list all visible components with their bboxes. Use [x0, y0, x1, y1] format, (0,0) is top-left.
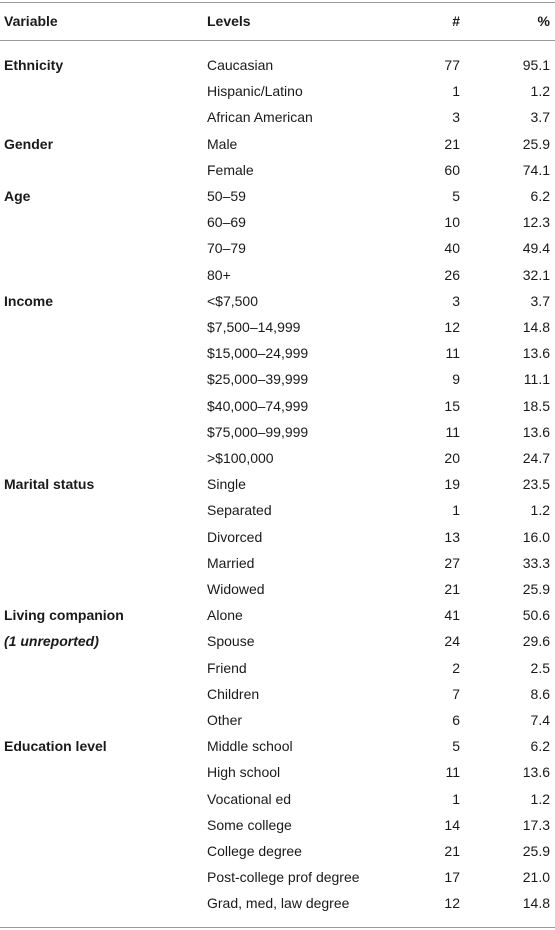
- percent-cell: 3.7: [530, 292, 550, 309]
- table-row: [0, 52, 555, 78]
- variable-cell: Gender: [4, 135, 54, 152]
- table-row: [0, 655, 555, 681]
- percent-cell: 95.1: [522, 57, 550, 73]
- level-cell: $25,000–39,999: [207, 371, 309, 388]
- percent-cell: 32.1: [522, 266, 550, 283]
- table-row: [0, 445, 555, 471]
- header-levels: Levels: [207, 13, 251, 29]
- level-cell: Widowed: [207, 581, 265, 597]
- table-row: [0, 314, 555, 340]
- count-cell: 13: [444, 528, 460, 545]
- table-row: [0, 733, 555, 759]
- count-cell: 2: [452, 659, 460, 676]
- level-cell: Alone: [207, 607, 243, 624]
- table-row: [0, 366, 555, 392]
- table-row: [0, 707, 555, 733]
- top-rule: [0, 2, 555, 3]
- percent-cell: 50.6: [522, 607, 550, 624]
- count-cell: 26: [444, 266, 460, 283]
- count-cell: 14: [444, 816, 460, 833]
- header-count: #: [452, 13, 460, 29]
- count-cell: 6: [452, 712, 460, 728]
- count-cell: 3: [452, 292, 460, 309]
- table-row: [0, 262, 555, 288]
- level-cell: $40,000–74,999: [207, 397, 309, 414]
- variable-cell: Education level: [4, 738, 107, 755]
- level-cell: High school: [207, 764, 281, 781]
- variable-cell: Ethnicity: [4, 57, 64, 73]
- table-row: [0, 524, 555, 550]
- table-row: [0, 235, 555, 261]
- level-cell: Female: [207, 161, 254, 178]
- count-cell: 17: [444, 869, 460, 886]
- percent-cell: 14.8: [522, 319, 550, 335]
- count-cell: 1: [452, 83, 460, 100]
- level-cell: Grad, med, law degree: [207, 895, 350, 912]
- table-row: [0, 759, 555, 785]
- percent-cell: 21.0: [522, 869, 550, 886]
- count-cell: 5: [452, 188, 460, 204]
- percent-cell: 13.6: [522, 423, 550, 440]
- level-cell: Friend: [207, 659, 247, 676]
- bottom-rule: [0, 927, 555, 928]
- count-cell: 40: [444, 240, 460, 257]
- header-percent: %: [537, 13, 550, 29]
- percent-cell: 1.2: [530, 790, 550, 807]
- level-cell: Children: [207, 685, 260, 702]
- percent-cell: 13.6: [522, 764, 550, 781]
- table-row: [0, 157, 555, 183]
- variable-cell: Living companion: [4, 607, 124, 624]
- table-row: [0, 104, 555, 130]
- level-cell: Hispanic/Latino: [207, 83, 303, 100]
- table-row: [0, 340, 555, 366]
- count-cell: 1: [452, 790, 460, 807]
- level-cell: Divorced: [207, 528, 263, 545]
- table-row: [0, 628, 555, 654]
- level-cell: Single: [207, 476, 246, 493]
- table-row: [0, 393, 555, 419]
- level-cell: Male: [207, 135, 238, 152]
- percent-cell: 2.5: [530, 659, 550, 676]
- variable-cell: Age: [4, 188, 31, 204]
- variable-cell: Marital status: [4, 476, 95, 493]
- percent-cell: 25.9: [522, 843, 550, 859]
- count-cell: 21: [444, 581, 460, 597]
- count-cell: 11: [445, 423, 460, 440]
- level-cell: 80+: [207, 266, 231, 283]
- table-row: [0, 576, 555, 602]
- level-cell: >$100,000: [207, 450, 274, 466]
- level-cell: Caucasian: [207, 57, 274, 73]
- level-cell: $7,500–14,999: [207, 319, 301, 335]
- table-row: [0, 471, 555, 497]
- level-cell: 50–59: [207, 188, 246, 204]
- percent-cell: 74.1: [522, 161, 550, 178]
- header-variable: Variable: [4, 13, 58, 29]
- count-cell: 24: [444, 633, 460, 650]
- percent-cell: 17.3: [522, 816, 550, 833]
- variable-cell: (1 unreported): [4, 633, 99, 650]
- level-cell: College degree: [207, 843, 302, 859]
- count-cell: 15: [444, 397, 460, 414]
- level-cell: Middle school: [207, 738, 293, 755]
- table-row: [0, 497, 555, 523]
- percent-cell: 25.9: [522, 581, 550, 597]
- table-row: [0, 602, 555, 628]
- variable-cell: Income: [4, 292, 54, 309]
- percent-cell: 6.2: [530, 188, 550, 204]
- level-cell: Separated: [207, 502, 272, 519]
- level-cell: 60–69: [207, 214, 246, 231]
- count-cell: 19: [444, 476, 460, 493]
- count-cell: 11: [445, 345, 460, 362]
- table-row: [0, 681, 555, 707]
- percent-cell: 13.6: [522, 345, 550, 362]
- percent-cell: 14.8: [522, 895, 550, 912]
- table-row: [0, 890, 555, 916]
- table-row: [0, 812, 555, 838]
- percent-cell: 6.2: [530, 738, 550, 755]
- level-cell: Vocational ed: [207, 790, 292, 807]
- count-cell: 77: [444, 57, 460, 73]
- table-row: [0, 183, 555, 209]
- percent-cell: 11.1: [523, 371, 550, 388]
- table-row: [0, 419, 555, 445]
- percent-cell: 3.7: [530, 109, 550, 126]
- table-row: [0, 209, 555, 235]
- table-row: [0, 838, 555, 864]
- count-cell: 41: [444, 607, 460, 624]
- count-cell: 7: [452, 685, 460, 702]
- table-row: [0, 78, 555, 104]
- level-cell: Some college: [207, 816, 292, 833]
- count-cell: 21: [444, 843, 460, 859]
- percent-cell: 24.7: [522, 450, 550, 466]
- level-cell: Married: [207, 554, 255, 571]
- count-cell: 21: [444, 135, 460, 152]
- percent-cell: 18.5: [522, 397, 550, 414]
- table-row: [0, 786, 555, 812]
- percent-cell: 49.4: [522, 240, 550, 257]
- count-cell: 3: [452, 109, 460, 126]
- level-cell: <$7,500: [207, 292, 258, 309]
- count-cell: 27: [444, 554, 460, 571]
- count-cell: 20: [444, 450, 460, 466]
- level-cell: Post-college prof degree: [207, 869, 360, 886]
- count-cell: 1: [452, 502, 460, 519]
- percent-cell: 33.3: [522, 554, 550, 571]
- percent-cell: 1.2: [530, 83, 550, 100]
- level-cell: African American: [207, 109, 313, 126]
- count-cell: 12: [444, 319, 460, 335]
- percent-cell: 25.9: [522, 135, 550, 152]
- level-cell: Spouse: [207, 633, 255, 650]
- count-cell: 12: [444, 895, 460, 912]
- header-row: [0, 8, 555, 34]
- header-rule: [0, 40, 555, 41]
- level-cell: Other: [207, 712, 243, 728]
- count-cell: 9: [452, 371, 460, 388]
- count-cell: 10: [444, 214, 460, 231]
- level-cell: $15,000–24,999: [207, 345, 309, 362]
- level-cell: $75,000–99,999: [207, 423, 309, 440]
- percent-cell: 8.6: [530, 685, 550, 702]
- percent-cell: 29.6: [522, 633, 550, 650]
- count-cell: 11: [445, 764, 460, 781]
- percent-cell: 16.0: [522, 528, 550, 545]
- percent-cell: 1.2: [530, 502, 550, 519]
- percent-cell: 7.4: [530, 712, 550, 728]
- percent-cell: 23.5: [522, 476, 550, 493]
- table-row: [0, 550, 555, 576]
- level-cell: 70–79: [207, 240, 246, 257]
- table-row: [0, 288, 555, 314]
- table-row: [0, 131, 555, 157]
- count-cell: 5: [452, 738, 460, 755]
- percent-cell: 12.3: [522, 214, 550, 231]
- table-row: [0, 864, 555, 890]
- count-cell: 60: [444, 161, 460, 178]
